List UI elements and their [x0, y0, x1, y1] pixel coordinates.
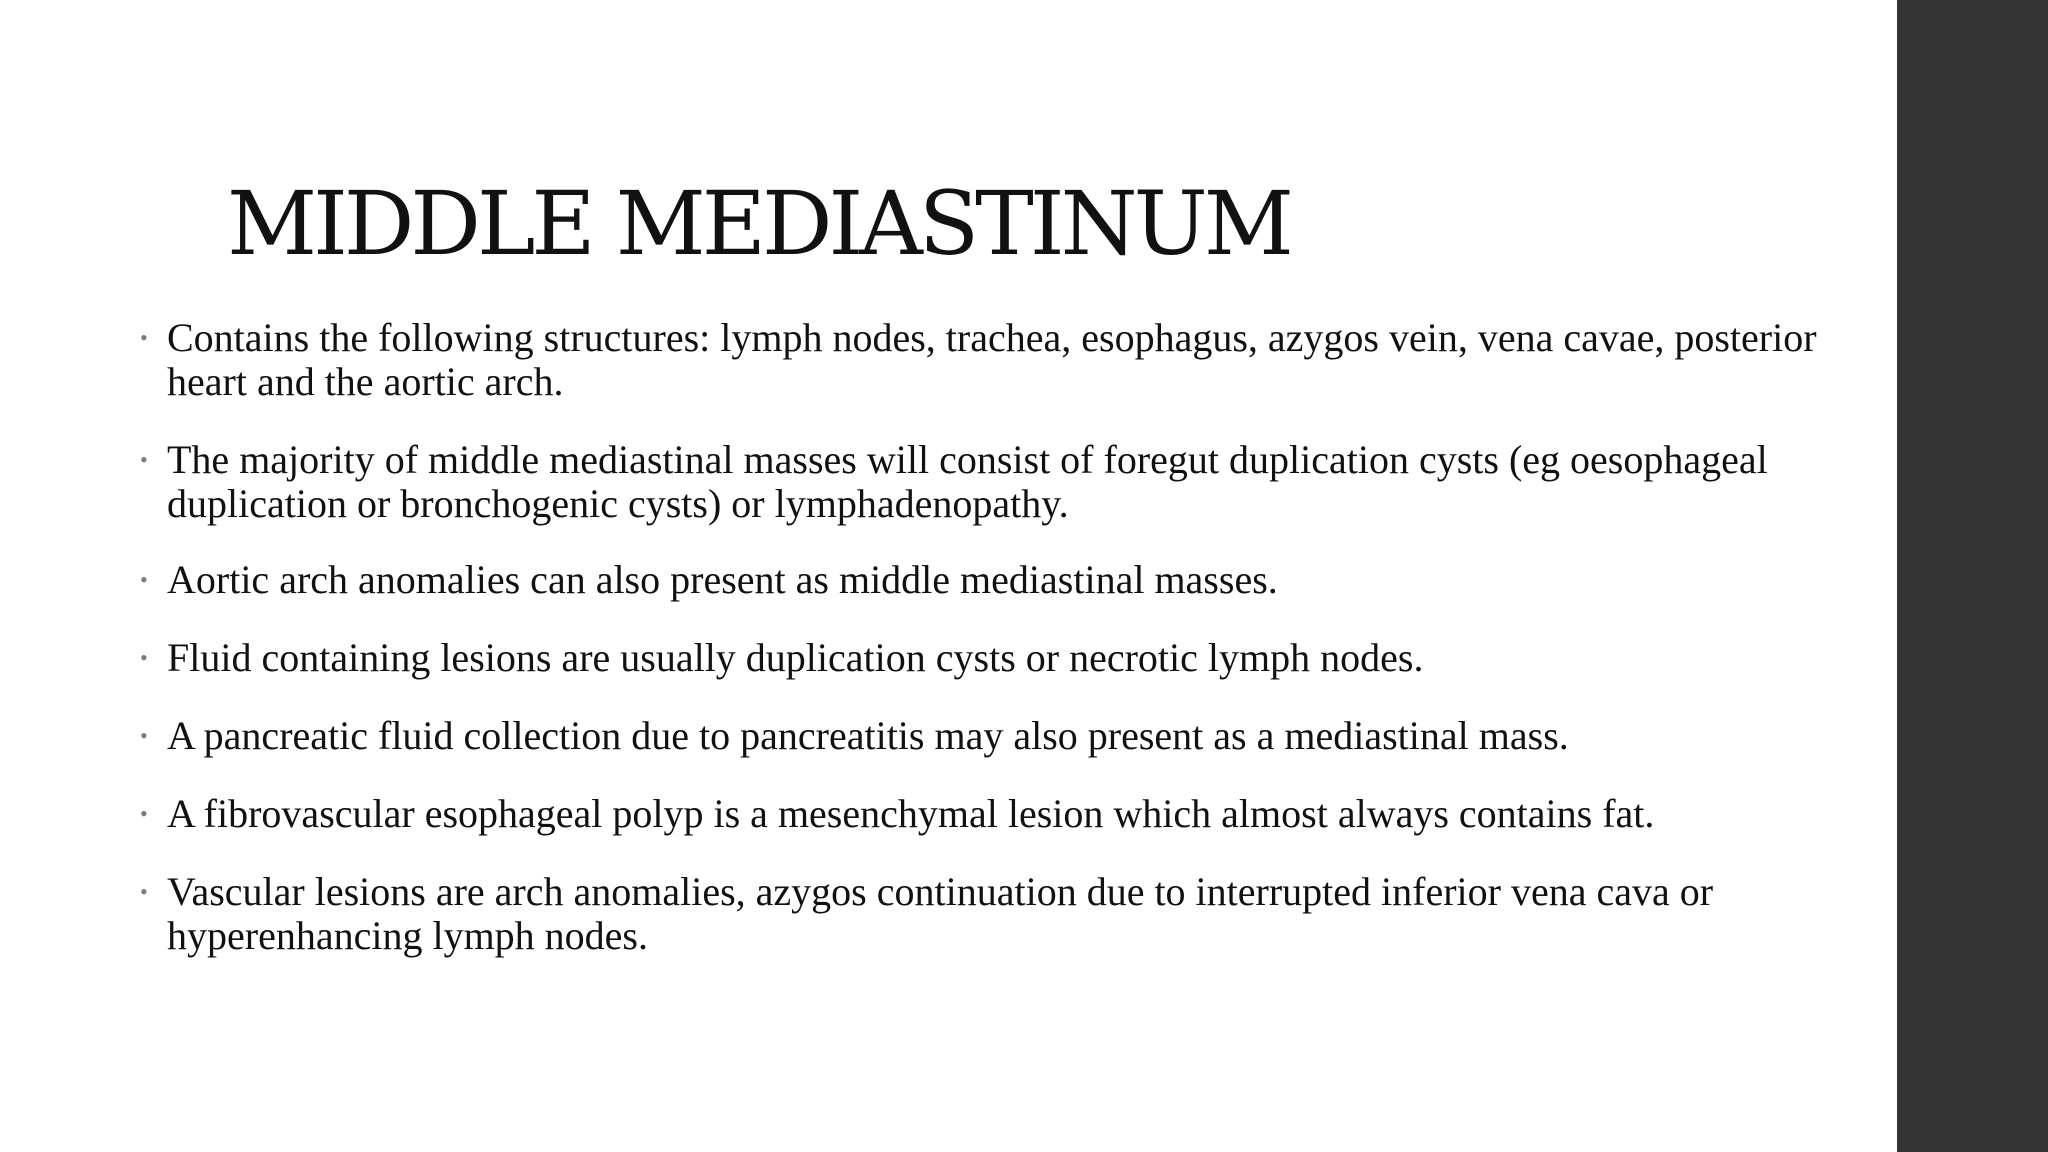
bullet-item — [134, 316, 1894, 404]
bullet-dot-icon: • — [140, 325, 148, 350]
side-accent-bar — [1897, 0, 2048, 1152]
bullet-text: A fibrovascular esophageal polyp is a mesenchymal lesion which almost always contains fat. — [167, 791, 1655, 836]
bullet-item — [134, 438, 1894, 526]
bullet-text: Fluid containing lesions are usually duplication cysts or necrotic lymph nodes. — [167, 635, 1424, 680]
bullet-text: Contains the following structures: lymph nodes, trachea, esophagus, azygos vein, vena cavae, posterior heart and the aortic arch. — [167, 315, 1817, 404]
bullet-dot-icon: • — [140, 801, 148, 826]
bullet-dot-icon: • — [140, 723, 148, 748]
bullet-text: A pancreatic fluid collection due to pancreatitis may also present as a mediastinal mass. — [167, 713, 1569, 758]
bullet-dot-icon: • — [140, 567, 148, 592]
bullet-dot-icon: • — [140, 645, 148, 670]
bullet-item — [134, 870, 1894, 958]
bullet-text: Aortic arch anomalies can also present as middle mediastinal masses. — [167, 557, 1278, 602]
bullet-dot-icon: • — [140, 447, 148, 472]
bullet-item — [134, 558, 1894, 602]
bullet-dot-icon: • — [140, 879, 148, 904]
bullet-item — [134, 636, 1894, 680]
bullet-text: The majority of middle mediastinal masses will consist of foregut duplication cysts (eg oesophageal duplication or bronchogenic cysts) or lymphadenopathy. — [167, 437, 1768, 526]
slide-title: MIDDLE MEDIASTINUM — [227, 172, 1290, 275]
bullet-item — [134, 792, 1894, 836]
bullet-item — [134, 714, 1894, 758]
bullet-text: Vascular lesions are arch anomalies, azygos continuation due to interrupted inferior vena cava or hyperenhancing lymph nodes. — [167, 869, 1714, 958]
